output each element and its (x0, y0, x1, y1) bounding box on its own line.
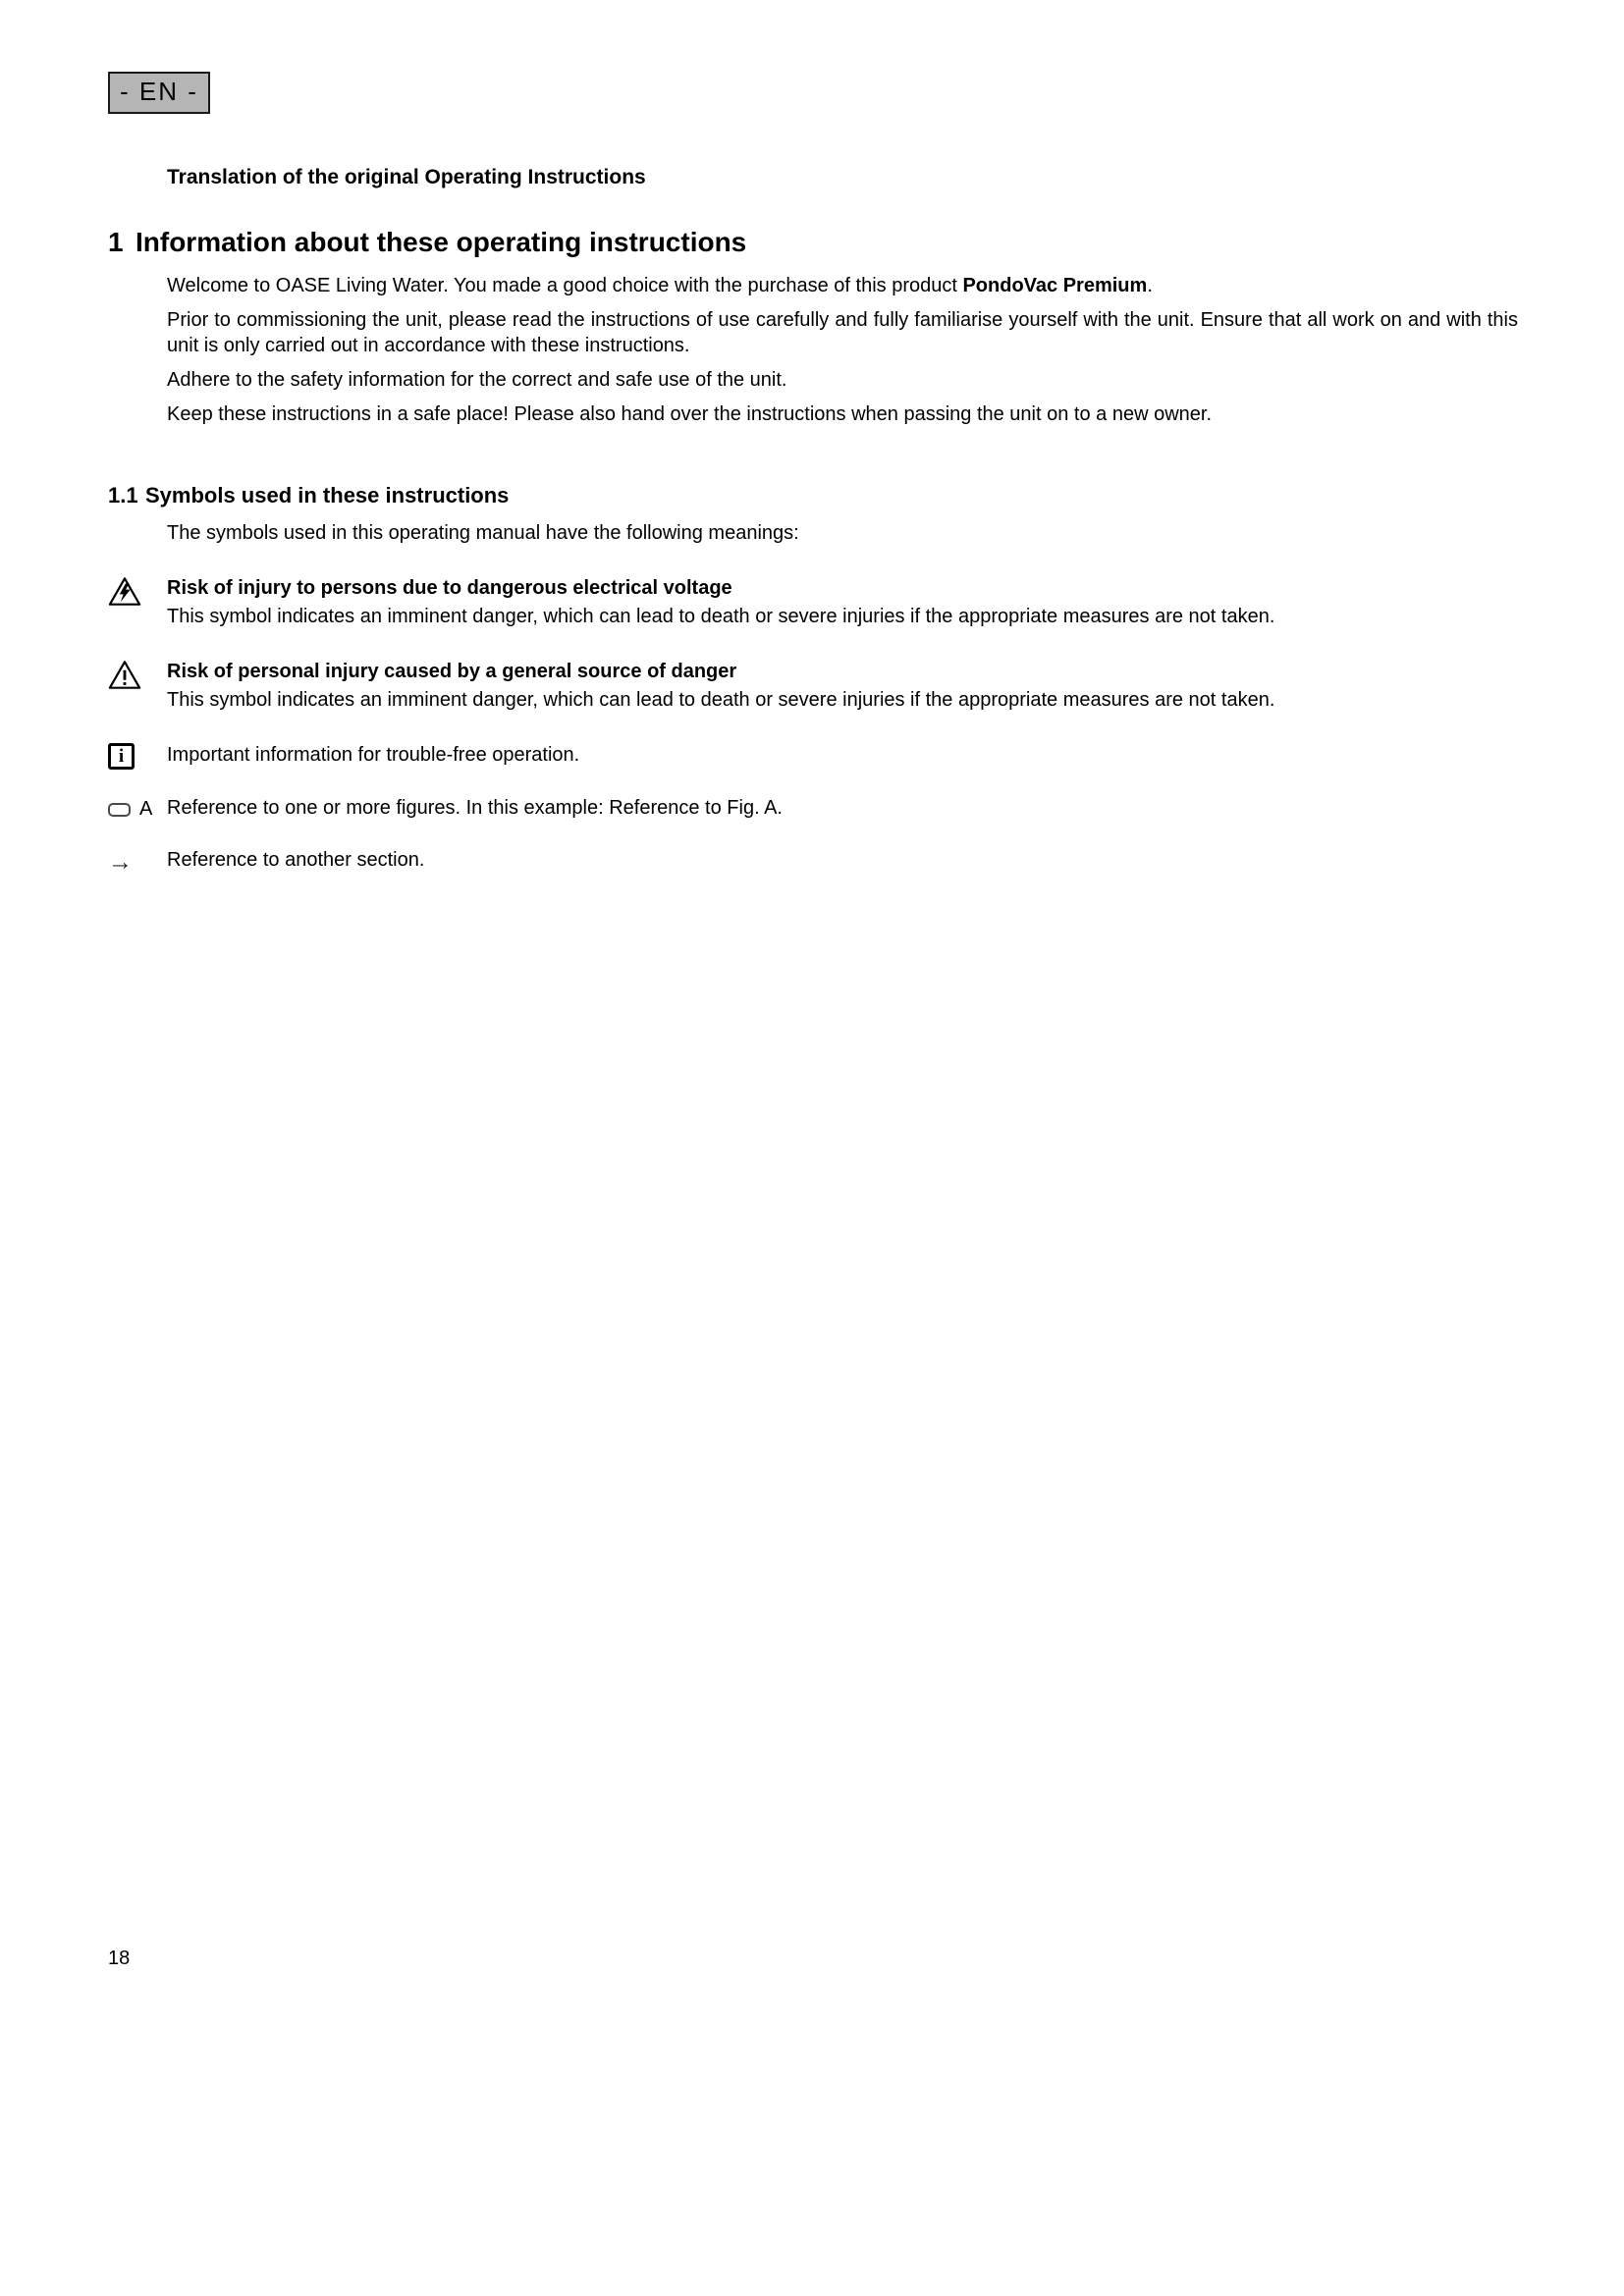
symbol-general-title: Risk of personal injury caused by a general source of danger (167, 661, 737, 682)
arrow-right-icon: → (108, 848, 133, 876)
paragraph-keep-instructions: Keep these instructions in a safe place! Please also hand over the instructions when passing the unit on to a new owner. (167, 403, 1212, 425)
page-content (108, 0, 1518, 875)
language-badge: - EN - (108, 72, 210, 114)
page-number: 18 (108, 1948, 131, 1969)
section-1-1-title: Symbols used in these instructions (145, 483, 510, 507)
section-1-1-number: 1.1 (108, 483, 138, 507)
symbol-general-text (167, 659, 1518, 713)
paragraph-welcome (167, 273, 1518, 298)
figure-reference-label: A (139, 798, 153, 820)
product-name: PondoVac Premium (962, 275, 1148, 296)
paragraph-welcome-end: . (1147, 275, 1153, 296)
warning-general-triangle-icon (108, 659, 167, 713)
symbol-electrical-body: This symbol indicates an imminent danger, which can lead to death or severe injuries if the appropriate measures are not taken. (167, 606, 1275, 627)
paragraph-commissioning: Prior to commissioning the unit, please read the instructions of use carefully and fully familiarise yourself with the unit. Ensure that all work on and with this unit is only carried out in accordance with these instructions. (167, 309, 1518, 356)
warning-electrical-triangle-icon (108, 575, 167, 629)
document-subtitle: Translation of the original Operating Instructions (167, 166, 646, 188)
symbol-electrical-hazard (108, 575, 1518, 629)
symbol-important-info (108, 742, 1518, 770)
figure-frame-icon (108, 803, 131, 817)
symbol-section-text: Reference to another section. (167, 849, 425, 871)
symbol-electrical-title: Risk of injury to persons due to dangerous electrical voltage (167, 577, 732, 599)
symbol-section-reference (108, 847, 1518, 875)
info-icon (108, 742, 167, 770)
section-1-1-heading (108, 482, 1518, 508)
section-1-number: 1 (108, 227, 124, 257)
section-1-body (167, 273, 1518, 427)
section-1-heading (108, 226, 1518, 259)
paragraph-welcome-text: Welcome to OASE Living Water. You made a good choice with the purchase of this product (167, 275, 963, 296)
symbol-figure-text: Reference to one or more figures. In this example: Reference to Fig. A. (167, 797, 783, 819)
symbol-general-danger (108, 659, 1518, 713)
symbol-electrical-text (167, 575, 1518, 629)
section-1-title: Information about these operating instructions (135, 227, 747, 257)
symbol-general-body: This symbol indicates an imminent danger, which can lead to death or severe injuries if the appropriate measures are not taken. (167, 689, 1275, 711)
info-icon-glyph: i (108, 743, 135, 770)
symbol-figure-reference (108, 795, 1518, 822)
symbol-info-text: Important information for trouble-free operation. (167, 744, 580, 766)
paragraph-safety: Adhere to the safety information for the correct and safe use of the unit. (167, 369, 787, 391)
symbols-intro: The symbols used in this operating manual have the following meanings: (167, 522, 799, 544)
figure-reference-icon (108, 795, 167, 822)
